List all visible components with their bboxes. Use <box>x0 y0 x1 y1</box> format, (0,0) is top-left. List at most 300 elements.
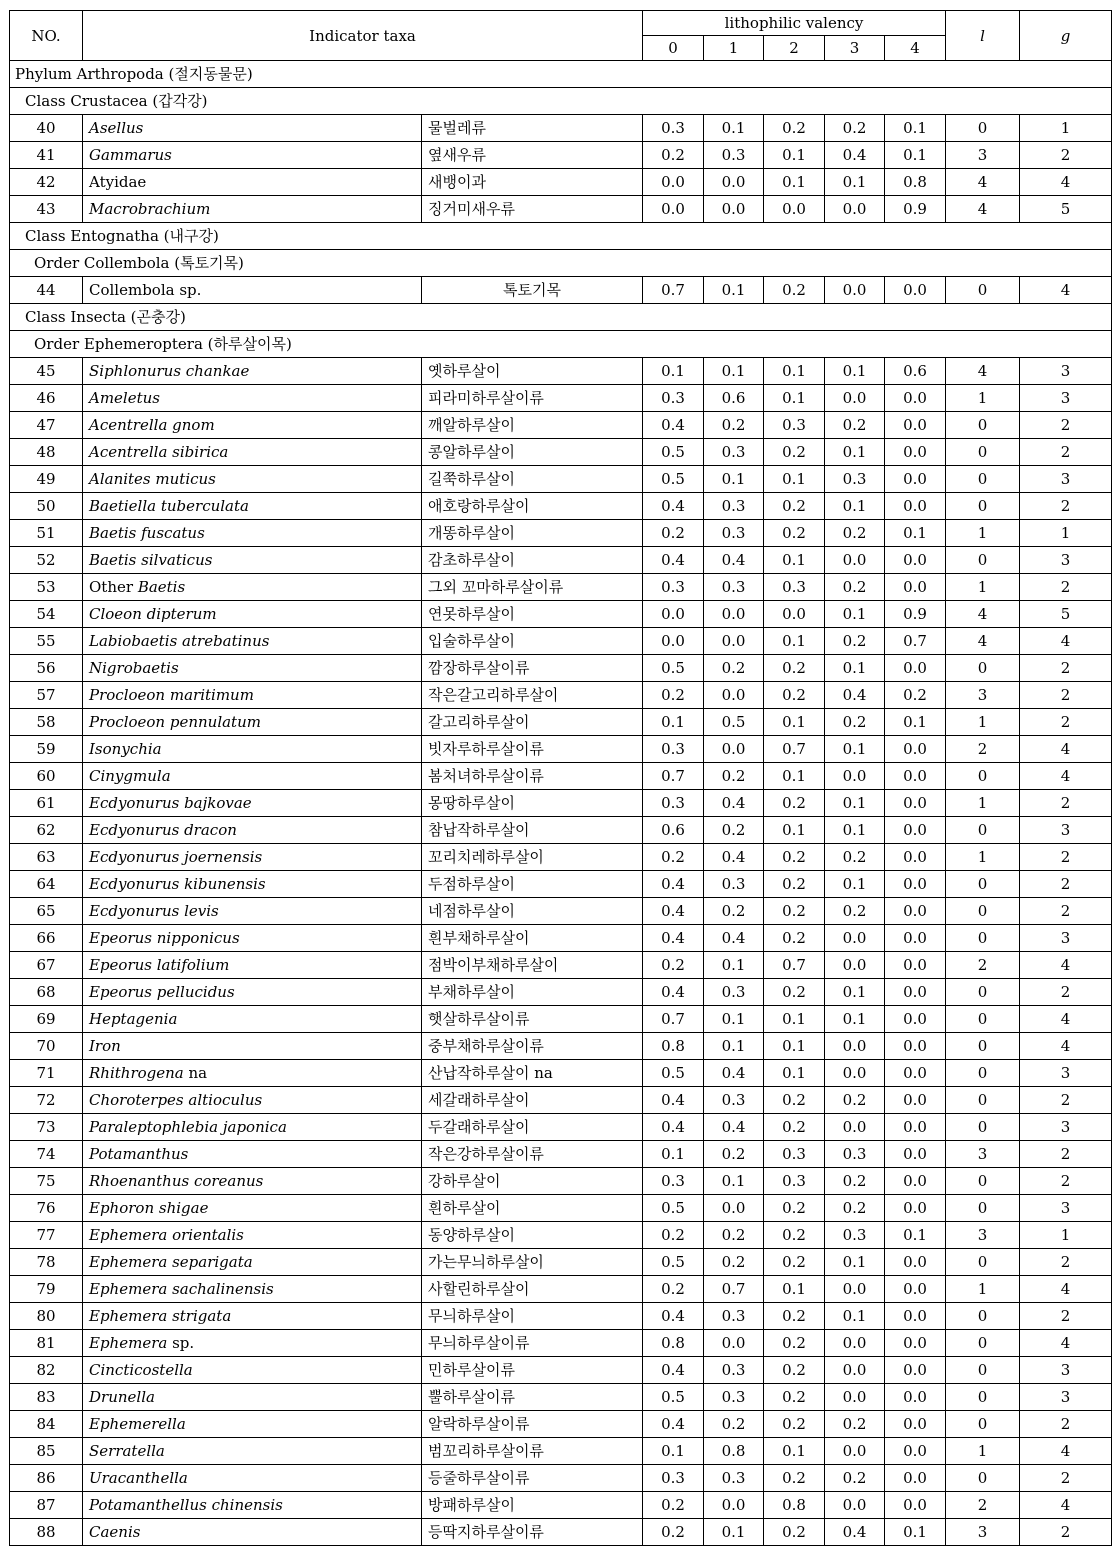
l-value: 0 <box>946 979 1020 1006</box>
valency-0: 0.4 <box>643 1411 704 1438</box>
valency-3: 0.4 <box>825 1519 885 1546</box>
l-value: 0 <box>946 493 1020 520</box>
valency-3: 0.2 <box>825 1411 885 1438</box>
valency-1: 0.4 <box>704 925 764 952</box>
g-value: 2 <box>1020 412 1112 439</box>
valency-0: 0.3 <box>643 1465 704 1492</box>
valency-3: 0.2 <box>825 844 885 871</box>
korean-name: 산납작하루살이 na <box>422 1060 643 1087</box>
table-row <box>10 574 1112 601</box>
row-number: 69 <box>10 1006 83 1033</box>
valency-2: 0.2 <box>764 925 825 952</box>
g-value: 2 <box>1020 493 1112 520</box>
scientific-name-italic: Acentrella gnom <box>89 416 215 434</box>
scientific-name-italic: Serratella <box>89 1442 165 1460</box>
korean-name: 콩알하루살이 <box>422 439 643 466</box>
valency-0: 0.8 <box>643 1033 704 1060</box>
header-valency-0: 0 <box>643 36 704 61</box>
scientific-name <box>83 142 422 169</box>
table-row <box>10 1114 1112 1141</box>
valency-3: 0.1 <box>825 1249 885 1276</box>
table-row <box>10 412 1112 439</box>
table-row <box>10 277 1112 304</box>
header-no: NO. <box>10 11 83 61</box>
korean-name: 그외 꼬마하루살이류 <box>422 574 643 601</box>
row-number: 55 <box>10 628 83 655</box>
scientific-name <box>83 439 422 466</box>
valency-3: 0.1 <box>825 871 885 898</box>
valency-1: 0.3 <box>704 520 764 547</box>
l-value: 0 <box>946 655 1020 682</box>
valency-1: 0.6 <box>704 385 764 412</box>
scientific-name-italic: Ephemera sachalinensis <box>89 1280 274 1298</box>
valency-4: 0.0 <box>885 412 946 439</box>
valency-4: 0.0 <box>885 1411 946 1438</box>
valency-1: 0.1 <box>704 1519 764 1546</box>
valency-1: 0.1 <box>704 358 764 385</box>
valency-2: 0.8 <box>764 1492 825 1519</box>
korean-name: 민하루살이류 <box>422 1357 643 1384</box>
valency-1: 0.1 <box>704 115 764 142</box>
scientific-name-italic: Epeorus latifolium <box>89 956 230 974</box>
valency-4: 0.0 <box>885 1141 946 1168</box>
scientific-name <box>83 1276 422 1303</box>
valency-3: 0.1 <box>825 817 885 844</box>
valency-3: 0.2 <box>825 520 885 547</box>
table-row <box>10 709 1112 736</box>
scientific-name <box>83 763 422 790</box>
valency-0: 0.7 <box>643 277 704 304</box>
row-number: 52 <box>10 547 83 574</box>
valency-0: 0.2 <box>643 142 704 169</box>
valency-1: 0.0 <box>704 736 764 763</box>
header-valency-4: 4 <box>885 36 946 61</box>
scientific-name-italic: Epeorus pellucidus <box>89 983 235 1001</box>
row-number: 42 <box>10 169 83 196</box>
row-number: 77 <box>10 1222 83 1249</box>
table-row <box>10 898 1112 925</box>
valency-3: 0.0 <box>825 952 885 979</box>
valency-1: 0.3 <box>704 1465 764 1492</box>
scientific-name-italic: Procloeon maritimum <box>89 686 254 704</box>
scientific-name <box>83 871 422 898</box>
row-number: 44 <box>10 277 83 304</box>
scientific-name <box>83 547 422 574</box>
l-value: 2 <box>946 952 1020 979</box>
scientific-name-italic: Ecdyonurus bajkovae <box>89 794 252 812</box>
valency-2: 0.2 <box>764 1384 825 1411</box>
valency-1: 0.0 <box>704 601 764 628</box>
l-value: 0 <box>946 817 1020 844</box>
valency-1: 0.3 <box>704 439 764 466</box>
table-row <box>10 1330 1112 1357</box>
korean-name: 흰부채하루살이 <box>422 925 643 952</box>
scientific-name-italic: Ecdyonurus levis <box>89 902 219 920</box>
table-row <box>10 1276 1112 1303</box>
korean-name: 무늬하루살이 <box>422 1303 643 1330</box>
scientific-name-italic: Baetis fuscatus <box>89 524 205 542</box>
table-row <box>10 844 1112 871</box>
scientific-name-italic: Ephemera strigata <box>89 1307 232 1325</box>
table-row <box>10 142 1112 169</box>
valency-0: 0.5 <box>643 1384 704 1411</box>
valency-4: 0.1 <box>885 1222 946 1249</box>
row-number: 85 <box>10 1438 83 1465</box>
scientific-name <box>83 1357 422 1384</box>
indicator-taxa-table <box>9 10 1112 1546</box>
row-number: 75 <box>10 1168 83 1195</box>
g-value: 1 <box>1020 115 1112 142</box>
scientific-name <box>83 1060 422 1087</box>
valency-4: 0.0 <box>885 1087 946 1114</box>
valency-2: 0.1 <box>764 763 825 790</box>
valency-3: 0.0 <box>825 547 885 574</box>
korean-name: 길쭉하루살이 <box>422 466 643 493</box>
g-value: 4 <box>1020 169 1112 196</box>
valency-0: 0.4 <box>643 925 704 952</box>
l-value: 1 <box>946 520 1020 547</box>
valency-2: 0.3 <box>764 412 825 439</box>
valency-2: 0.0 <box>764 196 825 223</box>
scientific-name <box>83 493 422 520</box>
scientific-name <box>83 1006 422 1033</box>
table-row <box>10 169 1112 196</box>
valency-2: 0.1 <box>764 466 825 493</box>
valency-1: 0.3 <box>704 1357 764 1384</box>
valency-2: 0.7 <box>764 736 825 763</box>
row-number: 88 <box>10 1519 83 1546</box>
valency-1: 0.1 <box>704 1006 764 1033</box>
valency-2: 0.1 <box>764 709 825 736</box>
valency-3: 0.2 <box>825 628 885 655</box>
row-number: 74 <box>10 1141 83 1168</box>
scientific-name-italic: Rhoenanthus coreanus <box>89 1172 264 1190</box>
g-value: 2 <box>1020 1465 1112 1492</box>
table-row <box>10 655 1112 682</box>
valency-1: 0.2 <box>704 655 764 682</box>
g-value: 4 <box>1020 628 1112 655</box>
valency-4: 0.0 <box>885 1006 946 1033</box>
korean-name: 네점하루살이 <box>422 898 643 925</box>
header-l <box>946 11 1020 61</box>
scientific-name <box>83 277 422 304</box>
g-value: 2 <box>1020 979 1112 1006</box>
g-value: 3 <box>1020 1060 1112 1087</box>
header-valency-2: 2 <box>764 36 825 61</box>
l-value: 1 <box>946 709 1020 736</box>
table-row <box>10 1168 1112 1195</box>
scientific-name-italic: Gammarus <box>89 146 172 164</box>
row-number: 60 <box>10 763 83 790</box>
l-value: 1 <box>946 574 1020 601</box>
valency-1: 0.4 <box>704 1060 764 1087</box>
valency-4: 0.0 <box>885 277 946 304</box>
scientific-name-italic: Uracanthella <box>89 1469 188 1487</box>
valency-4: 0.0 <box>885 871 946 898</box>
table-row <box>10 1384 1112 1411</box>
valency-0: 0.5 <box>643 1249 704 1276</box>
korean-name: 감초하루살이 <box>422 547 643 574</box>
valency-0: 0.1 <box>643 1438 704 1465</box>
g-value: 2 <box>1020 574 1112 601</box>
l-value: 3 <box>946 142 1020 169</box>
valency-1: 0.3 <box>704 979 764 1006</box>
g-value: 2 <box>1020 1141 1112 1168</box>
header-g-label: g <box>1060 26 1071 45</box>
header-valency-3: 3 <box>825 36 885 61</box>
valency-2: 0.3 <box>764 1168 825 1195</box>
l-value: 4 <box>946 169 1020 196</box>
scientific-name-italic: Labiobaetis atrebatinus <box>89 632 270 650</box>
table-row <box>10 196 1112 223</box>
row-number: 67 <box>10 952 83 979</box>
taxa-table-container <box>9 10 1112 1546</box>
l-value: 0 <box>946 1087 1020 1114</box>
valency-2: 0.1 <box>764 169 825 196</box>
l-value: 0 <box>946 115 1020 142</box>
korean-name: 징거미새우류 <box>422 196 643 223</box>
g-value: 2 <box>1020 1249 1112 1276</box>
g-value: 4 <box>1020 1006 1112 1033</box>
header-indicator-taxa: Indicator taxa <box>83 11 643 61</box>
valency-2: 0.2 <box>764 1087 825 1114</box>
valency-4: 0.6 <box>885 358 946 385</box>
korean-name: 봄처녀하루살이류 <box>422 763 643 790</box>
valency-4: 0.1 <box>885 1519 946 1546</box>
l-value: 0 <box>946 925 1020 952</box>
l-value: 0 <box>946 547 1020 574</box>
row-number: 86 <box>10 1465 83 1492</box>
scientific-name <box>83 1384 422 1411</box>
row-number: 57 <box>10 682 83 709</box>
row-number: 71 <box>10 1060 83 1087</box>
g-value: 3 <box>1020 1114 1112 1141</box>
valency-1: 0.3 <box>704 1087 764 1114</box>
valency-1: 0.4 <box>704 547 764 574</box>
valency-0: 0.3 <box>643 115 704 142</box>
valency-0: 0.2 <box>643 844 704 871</box>
valency-4: 0.0 <box>885 817 946 844</box>
valency-3: 0.2 <box>825 1195 885 1222</box>
scientific-name-italic: Ephoron shigae <box>89 1199 209 1217</box>
korean-name: 애호랑하루살이 <box>422 493 643 520</box>
valency-2: 0.0 <box>764 601 825 628</box>
table-row <box>10 520 1112 547</box>
table-row <box>10 358 1112 385</box>
valency-1: 0.4 <box>704 790 764 817</box>
row-number: 70 <box>10 1033 83 1060</box>
g-value: 2 <box>1020 709 1112 736</box>
valency-1: 0.7 <box>704 1276 764 1303</box>
group-label: Phylum Arthropoda (절지동물문) <box>10 61 1112 88</box>
valency-3: 0.0 <box>825 1438 885 1465</box>
table-row <box>10 1303 1112 1330</box>
scientific-name-italic: Ecdyonurus dracon <box>89 821 237 839</box>
valency-2: 0.2 <box>764 1222 825 1249</box>
valency-1: 0.3 <box>704 871 764 898</box>
group-label: Class Entognatha (내구강) <box>10 223 1112 250</box>
valency-2: 0.2 <box>764 844 825 871</box>
valency-0: 0.7 <box>643 1006 704 1033</box>
scientific-name-italic: Iron <box>89 1037 121 1055</box>
row-number: 40 <box>10 115 83 142</box>
l-value: 0 <box>946 1303 1020 1330</box>
valency-0: 0.2 <box>643 1492 704 1519</box>
row-number: 79 <box>10 1276 83 1303</box>
scientific-name <box>83 1114 422 1141</box>
table-row <box>10 1087 1112 1114</box>
valency-2: 0.3 <box>764 574 825 601</box>
korean-name: 범꼬리하루살이류 <box>422 1438 643 1465</box>
l-value: 0 <box>946 1195 1020 1222</box>
l-value: 0 <box>946 466 1020 493</box>
g-value: 4 <box>1020 1438 1112 1465</box>
valency-3: 0.3 <box>825 1141 885 1168</box>
valency-0: 0.5 <box>643 439 704 466</box>
g-value: 2 <box>1020 655 1112 682</box>
valency-0: 0.0 <box>643 628 704 655</box>
scientific-name <box>83 736 422 763</box>
g-value: 3 <box>1020 1357 1112 1384</box>
valency-2: 0.2 <box>764 277 825 304</box>
g-value: 2 <box>1020 1519 1112 1546</box>
row-number: 63 <box>10 844 83 871</box>
valency-1: 0.3 <box>704 574 764 601</box>
g-value: 4 <box>1020 277 1112 304</box>
valency-0: 0.1 <box>643 709 704 736</box>
valency-4: 0.2 <box>885 682 946 709</box>
row-number: 78 <box>10 1249 83 1276</box>
scientific-name-italic: Heptagenia <box>89 1010 178 1028</box>
valency-2: 0.1 <box>764 628 825 655</box>
scientific-name <box>83 817 422 844</box>
scientific-name-text: Other <box>89 578 138 596</box>
table-row <box>10 1465 1112 1492</box>
row-number: 47 <box>10 412 83 439</box>
table-row <box>10 1519 1112 1546</box>
korean-name: 피라미하루살이류 <box>422 385 643 412</box>
g-value: 5 <box>1020 196 1112 223</box>
scientific-name <box>83 1330 422 1357</box>
valency-3: 0.2 <box>825 574 885 601</box>
valency-2: 0.1 <box>764 1060 825 1087</box>
table-row <box>10 1141 1112 1168</box>
korean-name: 갈고리하루살이 <box>422 709 643 736</box>
korean-name: 꼬리치레하루살이 <box>422 844 643 871</box>
valency-4: 0.8 <box>885 169 946 196</box>
valency-4: 0.0 <box>885 763 946 790</box>
row-number: 68 <box>10 979 83 1006</box>
valency-2: 0.1 <box>764 1033 825 1060</box>
scientific-name-italic: Epeorus nipponicus <box>89 929 240 947</box>
table-row <box>10 1195 1112 1222</box>
table-row <box>10 682 1112 709</box>
row-number: 41 <box>10 142 83 169</box>
valency-0: 0.5 <box>643 1060 704 1087</box>
scientific-name <box>83 979 422 1006</box>
l-value: 0 <box>946 871 1020 898</box>
valency-3: 0.0 <box>825 1384 885 1411</box>
scientific-name <box>83 925 422 952</box>
row-number: 66 <box>10 925 83 952</box>
scientific-name-italic: Ecdyonurus joernensis <box>89 848 263 866</box>
valency-1: 0.2 <box>704 1222 764 1249</box>
g-value: 3 <box>1020 547 1112 574</box>
scientific-name-italic: Baetiella tuberculata <box>89 497 249 515</box>
scientific-name-italic: Ephemera orientalis <box>89 1226 244 1244</box>
valency-2: 0.7 <box>764 952 825 979</box>
valency-1: 0.2 <box>704 1249 764 1276</box>
valency-2: 0.1 <box>764 1006 825 1033</box>
valency-4: 0.0 <box>885 1438 946 1465</box>
valency-1: 0.4 <box>704 1114 764 1141</box>
valency-2: 0.2 <box>764 790 825 817</box>
scientific-name-italic: Potamanthus <box>89 1145 189 1163</box>
valency-0: 0.3 <box>643 1168 704 1195</box>
l-value: 1 <box>946 790 1020 817</box>
valency-0: 0.4 <box>643 1087 704 1114</box>
g-value: 4 <box>1020 736 1112 763</box>
valency-3: 0.0 <box>825 1357 885 1384</box>
valency-4: 0.0 <box>885 1384 946 1411</box>
valency-4: 0.0 <box>885 790 946 817</box>
header-row-top <box>10 11 1112 36</box>
scientific-name-italic: Ecdyonurus kibunensis <box>89 875 266 893</box>
g-value: 2 <box>1020 439 1112 466</box>
valency-1: 0.2 <box>704 763 764 790</box>
valency-2: 0.2 <box>764 682 825 709</box>
scientific-name-italic: Cincticostella <box>89 1361 193 1379</box>
row-number: 64 <box>10 871 83 898</box>
row-number: 80 <box>10 1303 83 1330</box>
group-row <box>10 304 1112 331</box>
table-row <box>10 493 1112 520</box>
valency-3: 0.1 <box>825 790 885 817</box>
valency-4: 0.0 <box>885 979 946 1006</box>
scientific-name-text: Collembola sp. <box>89 281 202 299</box>
g-value: 1 <box>1020 520 1112 547</box>
scientific-name <box>83 574 422 601</box>
valency-2: 0.2 <box>764 1195 825 1222</box>
valency-3: 0.2 <box>825 1168 885 1195</box>
l-value: 0 <box>946 1357 1020 1384</box>
korean-name: 등줄하루살이류 <box>422 1465 643 1492</box>
valency-4: 0.0 <box>885 1195 946 1222</box>
scientific-name <box>83 1141 422 1168</box>
scientific-name-italic: Baetis silvaticus <box>89 551 213 569</box>
g-value: 2 <box>1020 1087 1112 1114</box>
group-label: Order Collembola (톡토기목) <box>10 250 1112 277</box>
row-number: 53 <box>10 574 83 601</box>
korean-name: 옆새우류 <box>422 142 643 169</box>
valency-1: 0.3 <box>704 493 764 520</box>
valency-3: 0.1 <box>825 169 885 196</box>
valency-3: 0.0 <box>825 1492 885 1519</box>
g-value: 2 <box>1020 844 1112 871</box>
korean-name: 강하루살이 <box>422 1168 643 1195</box>
l-value: 4 <box>946 601 1020 628</box>
valency-3: 0.1 <box>825 1303 885 1330</box>
scientific-name <box>83 1249 422 1276</box>
valency-0: 0.3 <box>643 736 704 763</box>
scientific-name-text: sp. <box>167 1334 195 1352</box>
valency-3: 0.2 <box>825 412 885 439</box>
valency-3: 0.0 <box>825 277 885 304</box>
valency-1: 0.0 <box>704 1330 764 1357</box>
table-row <box>10 925 1112 952</box>
valency-4: 0.0 <box>885 547 946 574</box>
g-value: 3 <box>1020 925 1112 952</box>
